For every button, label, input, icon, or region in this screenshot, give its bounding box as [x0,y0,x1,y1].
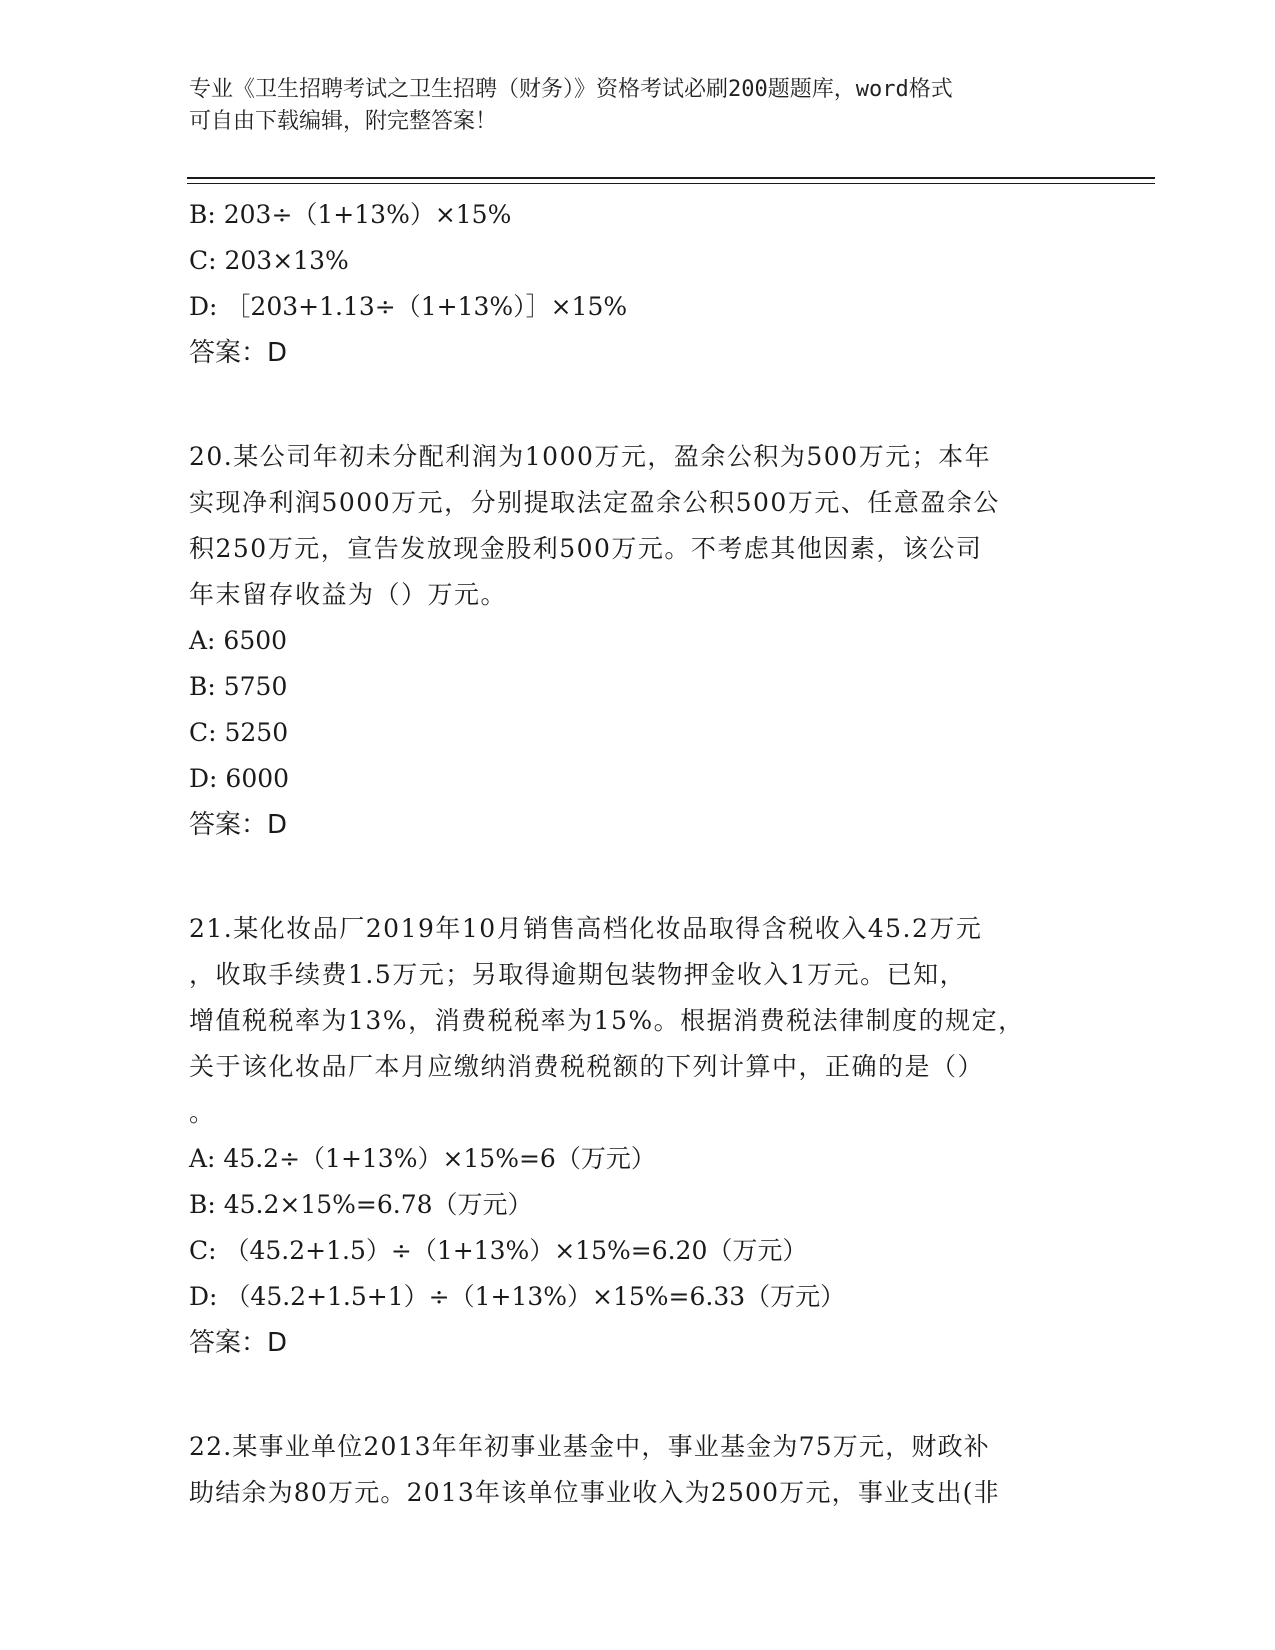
option-d: D: （45.2+1.5+1）÷（1+13%）×15%=6.33（万元） [189,1282,846,1311]
question-text-line: 22.某事业单位2013年年初事业基金中，事业基金为75万元，财政补 [189,1432,990,1461]
spacer [189,376,1089,434]
header-line-1: 专业《卫生招聘考试之卫生招聘（财务）》资格考试必刷200题题库，word格式 [189,77,953,102]
question-text-line: 实现净利润5000万元，分别提取法定盈余公积500万元、任意盈余公 [189,488,1000,517]
option-d: D: 6000 [189,764,290,793]
option-a: A: 6500 [189,626,288,655]
question-text-line: 关于该化妆品厂本月应缴纳消费税税额的下列计算中，正确的是（） [189,1052,985,1081]
question-text-line: 增值税税率为13%，消费税税率为15%。根据消费税法律制度的规定， [189,1006,1025,1035]
question-21 [189,906,1089,1366]
question-text-line: 积250万元，宣告发放现金股利500万元。不考虑其他因素，该公司 [189,534,983,563]
question-text-line: 助结余为80万元。2013年该单位事业收入为2500万元，事业支出(非 [189,1478,1000,1507]
option-d: D: ［203+1.13÷（1+13%）］×15% [189,292,628,321]
question-20 [189,434,1089,848]
option-c: C: （45.2+1.5）÷（1+13%）×15%=6.20（万元） [189,1236,808,1265]
header-rule-thin [187,183,1155,184]
spacer [189,1366,1089,1424]
question-22 [189,1424,1089,1516]
question-19-tail [189,192,1089,376]
answer-label: 答案：D [189,810,288,840]
document-content [189,192,1089,1516]
option-b: B: 45.2×15%=6.78（万元） [189,1190,533,1219]
question-text-line: 21.某化妆品厂2019年10月销售高档化妆品取得含税收入45.2万元 [189,914,983,943]
answer-label: 答案：D [189,338,288,368]
question-text-line: 20.某公司年初未分配利润为1000万元，盈余公积为500万元；本年 [189,442,992,471]
question-text-line: 。 [189,1098,216,1127]
question-text-line: ，收取手续费1.5万元；另取得逾期包装物押金收入1万元。已知， [189,960,967,989]
option-c: C: 5250 [189,718,289,747]
header-rule-thick [187,177,1155,179]
question-text-line: 年末留存收益为（）万元。 [189,580,508,609]
option-c: C: 203×13% [189,246,349,275]
document-header [189,74,1089,138]
answer-label: 答案：D [189,1328,288,1358]
option-b: B: 5750 [189,672,288,701]
spacer [189,848,1089,906]
option-a: A: 45.2÷（1+13%）×15%=6（万元） [189,1144,656,1173]
option-b: B: 203÷（1+13%）×15% [189,200,512,229]
header-line-2: 可自由下载编辑，附完整答案！ [189,109,498,134]
